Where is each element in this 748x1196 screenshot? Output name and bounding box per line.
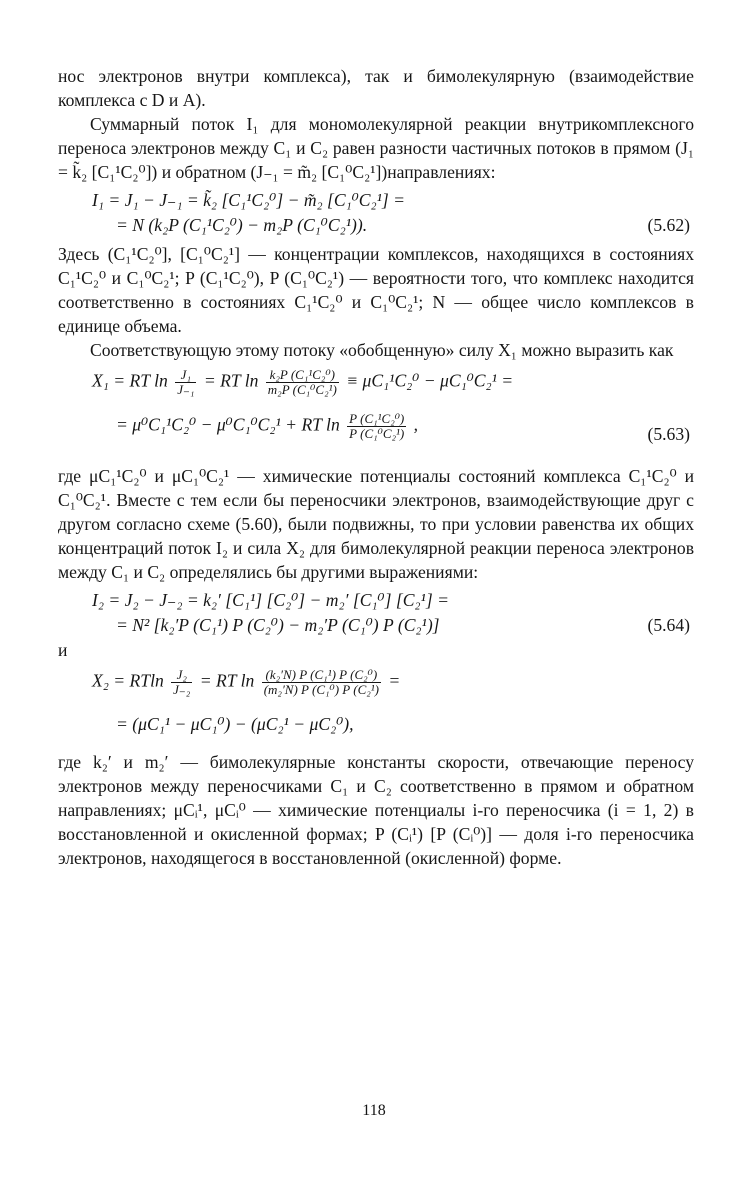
- eq63-fraction-1: [175, 368, 196, 397]
- eq63-a-post: ≡ μC₁¹C₂⁰ − μC₁⁰C₂¹ =: [346, 370, 514, 391]
- eqx2-f1-denominator: J₋₂: [173, 682, 191, 697]
- eqx2-a-post: =: [388, 670, 401, 691]
- equation-5-62: [58, 188, 694, 238]
- eq63-f1-numerator: J₁: [175, 368, 196, 383]
- eqx2-f2-numerator: (k₂′N) P (C₁¹) P (C₂⁰): [262, 668, 381, 683]
- eqx2-f2-denominator: (m₂′N) P (C₁⁰) P (C₂¹): [263, 682, 380, 697]
- eqx2-f1-numerator: J₂: [171, 668, 192, 683]
- eq63-f2-denominator: m₂P (C₁⁰C₂¹): [267, 382, 337, 397]
- eq63-f3-denominator: P (C₁⁰C₂¹): [349, 426, 405, 441]
- equation-5-64-line-1: I₂ = J₂ − J₋₂ = k₂′ [C₁¹] [C₂⁰] − m₂′ [C₁⁰] [C₂¹] =: [92, 590, 449, 610]
- eq63-b-post: ,: [413, 414, 419, 435]
- paragraph-1: нос электронов внутри комплекса), так и бимолекулярную (взаимодействие комплекса с D и A).: [58, 66, 694, 110]
- equation-5-64: [58, 588, 694, 638]
- eq63-f3-numerator: P (C₁¹C₂⁰): [349, 411, 405, 426]
- eqx2-line-2: = (μC₁¹ − μC₁⁰) − (μC₂¹ − μC₂⁰),: [116, 714, 354, 734]
- equation-5-62-line-2: = N (k₂P (C₁¹C₂⁰) − m₂P (C₁⁰C₂¹)).: [116, 215, 368, 235]
- equation-number-5-62: (5.62): [647, 215, 690, 235]
- page-number: 118: [362, 1102, 386, 1119]
- equation-5-63: [58, 368, 694, 456]
- eq63-f2-numerator: k₂P (C₁¹C₂⁰): [266, 368, 339, 383]
- eq63-f1-denominator: J₋₁: [177, 382, 195, 397]
- eq63-a-pre: X₁ = RT ln: [92, 370, 168, 391]
- paragraph-2: Суммарный поток I₁ для мономолекулярной реакции внутрикомплексного переноса электронов между C₁ и C₂ равен разности частичных потоков в прямом (J₁ = k̃₂ [C₁¹C₂⁰]) и обратном (J₋₁ = m̃₂ [C₁⁰C₂¹])направлениях:: [58, 114, 694, 182]
- equation-number-5-63: (5.63): [647, 424, 690, 444]
- paragraph-6: где k₂′ и m₂′ — бимолекулярные константы скорости, отвечающие переносу электронов между переносчиками C₁ и C₂ соответственно в прямом и обратном направлениях; μCᵢ¹, μCᵢ⁰ — химические потенциалы i-го переносчика (i = 1, 2) в восстановленной и окисленной формах; P (Cᵢ¹) [P (Cᵢ⁰)] — доля i-го переносчика электронов, находящегося в восстановленной (окисленной) форме.: [58, 752, 694, 868]
- paragraph-4: Соответствующую этому потоку «обобщенную» силу X₁ можно выразить как: [90, 340, 674, 360]
- equation-number-5-64: (5.64): [647, 615, 690, 635]
- eq63-a-mid: = RT ln: [203, 370, 259, 391]
- eq63-fraction-3: [347, 412, 406, 441]
- eqx2-fraction-1: [171, 668, 192, 697]
- page-body: [58, 64, 694, 870]
- eqx2-a-pre: X₂ = RTln: [92, 670, 164, 691]
- paragraph-5: где μC₁¹C₂⁰ и μC₁⁰C₂¹ — химические потенциалы состояний комплекса C₁¹C₂⁰ и C₁⁰C₂¹. Вместе с тем если бы переносчики электронов, взаимодействующие друг с другом согласно схеме (5.60), были подвижны, то при условии равенства их общих концентраций поток I₂ и сила X₂ для бимолекулярной реакции переноса электронов между C₁ и C₂ определялись бы другими выражениями:: [58, 466, 694, 582]
- equation-5-62-line-1: I₁ = J₁ − J₋₁ = k̃₂ [C₁¹C₂⁰] − m̃₂ [C₁⁰C₂¹] =: [92, 190, 406, 210]
- paragraph-3: Здесь (C₁¹C₂⁰], [C₁⁰C₂¹] — концентрации комплексов, находящихся в состояниях C₁¹C₂⁰ и C₁⁰C₂¹; P (C₁¹C₂⁰), P (C₁⁰C₂¹) — вероятности того, что комплекс находится соответственно в состояниях C₁¹C₂⁰ и C₁⁰C₂¹; N — общее число комплексов в единице объема.: [58, 244, 694, 336]
- eq63-fraction-2: [266, 368, 339, 397]
- equation-5-64-line-2: = N² [k₂′P (C₁¹) P (C₂⁰) − m₂′P (C₁⁰) P (C₂¹)]: [116, 615, 440, 635]
- eqx2-fraction-2: [262, 668, 381, 697]
- conjunction-and: и: [58, 640, 68, 660]
- eq63-b-pre: = μ⁰C₁¹C₂⁰ − μ⁰C₁⁰C₂¹ + RT ln: [116, 414, 340, 435]
- equation-x2: [58, 668, 694, 742]
- eqx2-a-mid: = RT ln: [199, 670, 255, 691]
